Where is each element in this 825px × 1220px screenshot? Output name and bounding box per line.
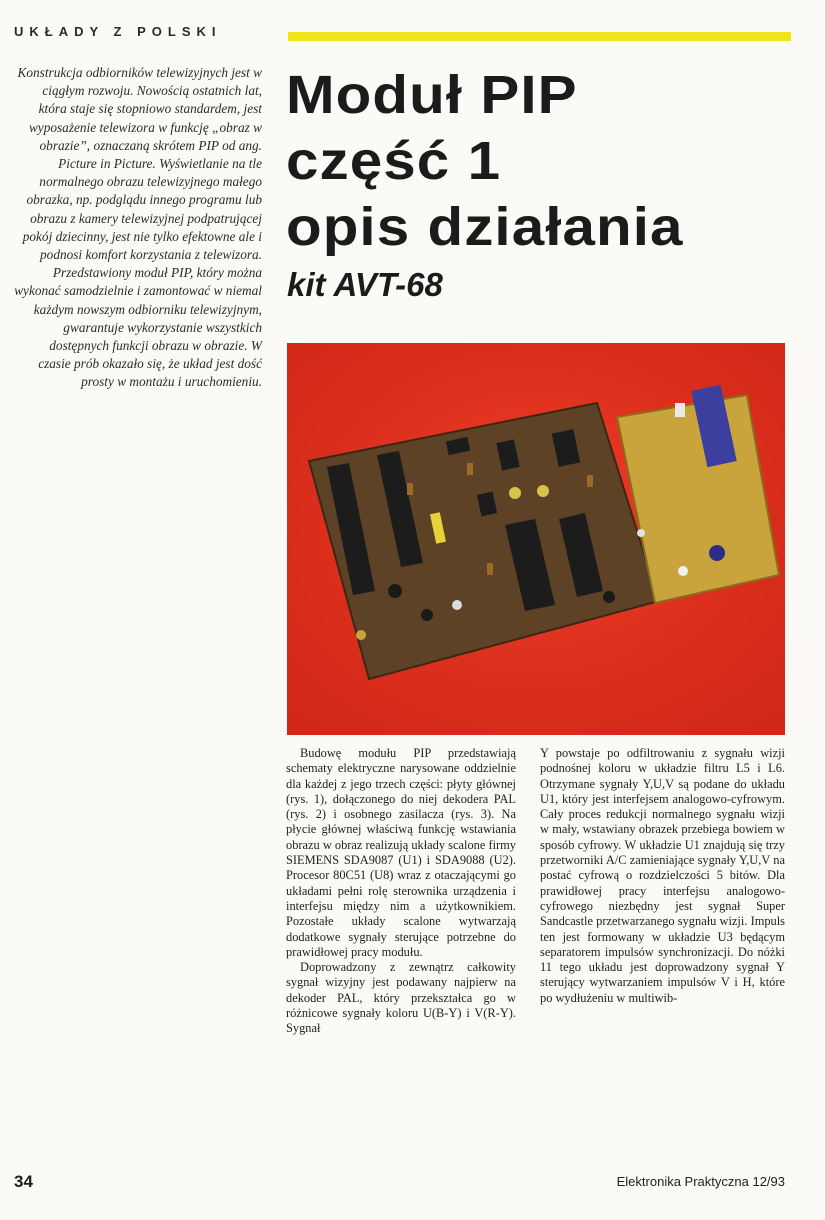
title-line-3: opis działania — [286, 197, 684, 257]
intro-text: Konstrukcja odbiorników telewizyjnych jest w ciągłym rozwoju. Nowością ostatnich lat, która staje się stopniowo standardem, jest wyposażenie telewizora w funkcję „obraz w obrazie”, oznaczaną skrótem PIP od ang. Picture in Picture. Wyświetlanie na tle normalnego obrazu telewizyjnego małego obrazka, np. podglądu innego programu lub obrazu z kamery telewizyjnej podpatrującej pokój dziecinny, jest nie tylko efektowne ale i podnosi komfort korzystania z telewizora. Przedstawiony moduł PIP, który można wykonać samodzielnie i zamontować w niemal każdym nowszym odbiorniku telewizyjnym, gwarantuje wykorzystanie wszystkich dostępnych funkcji obrazu w obrazie. W czasie prób okazało się, że układ jest dość prosty w montażu i uruchomieniu. — [14, 65, 262, 390]
magazine-footer: Elektronika Praktyczna 12/93 — [616, 1174, 785, 1189]
section-label: UKŁADY Z POLSKI — [14, 24, 222, 39]
pcb-photo — [287, 343, 785, 735]
body-paragraph: Doprowadzony z zewnątrz całkowity sygnał wizyjny jest podawany najpierw na dekoder PAL, który przekształca go w różnicowe sygnały koloru U(B-Y) i V(R-Y). Sygnał — [286, 960, 516, 1036]
body-column-2 — [540, 746, 785, 1006]
page-number: 34 — [14, 1172, 33, 1191]
body-paragraph: Budowę modułu PIP przedstawiają schematy elektryczne narysowane oddzielnie dla każdej z jego trzech części: płyty głównej (rys. 1), dołączonego do niej dekodera PAL (rys. 2) i osobnego zasilacza (rys. 3). Na płycie głównej właściwą funkcję wstawiania obrazu w obraz realizują układy scalone firmy SIEMENS SDA9087 (U1) i SDA9088 (U2). Procesor 80C51 (U8) wraz z otaczającymi go układami pełni rolę sterownika urządzenia i interfejsu między nim a użytkownikiem. Pozostałe układy scalone wytwarzają dodatkowe sygnały sterujące potrzebne do prawidłowej pracy modułu. — [286, 746, 516, 959]
body-paragraph: Y powstaje po odfiltrowaniu z sygnału wizji podnośnej koloru w układzie filtru L5 i L6. Otrzymane sygnały Y,U,V są podane do układu U1, który jest interfejsem analogowo-cyfrowym. Cały proces redukcji normalnego sygnału wizji w mały, wstawiany obrazek przebiega bowiem w sposób cyfrowy. W układzie U1 znajdują się trzy przetworniki A/C zamieniające sygnały Y,U,V na postać cyfrową o rozdzielczości 5 bitów. Dla prawidłowej pracy interfejsu analogowo-cyfrowego niezbędny jest sygnał Super Sandcastle przetwarzanego sygnału wizji. Impuls ten jest formowany w układzie U3 będącym separatorem impulsów synchronizacji. Do nóżki 11 tego układu jest doprowadzony sygnał Y sterujący wytwarzaniem impulsów V i H, które po wydłużeniu w multiwib- — [540, 746, 785, 1005]
title-line-2: część 1 — [286, 131, 502, 191]
title-line-1: Moduł PIP — [286, 65, 578, 125]
accent-bar — [288, 32, 791, 41]
kit-label: kit AVT-68 — [287, 266, 443, 303]
body-column-1 — [286, 746, 516, 1037]
article-title — [286, 62, 684, 260]
